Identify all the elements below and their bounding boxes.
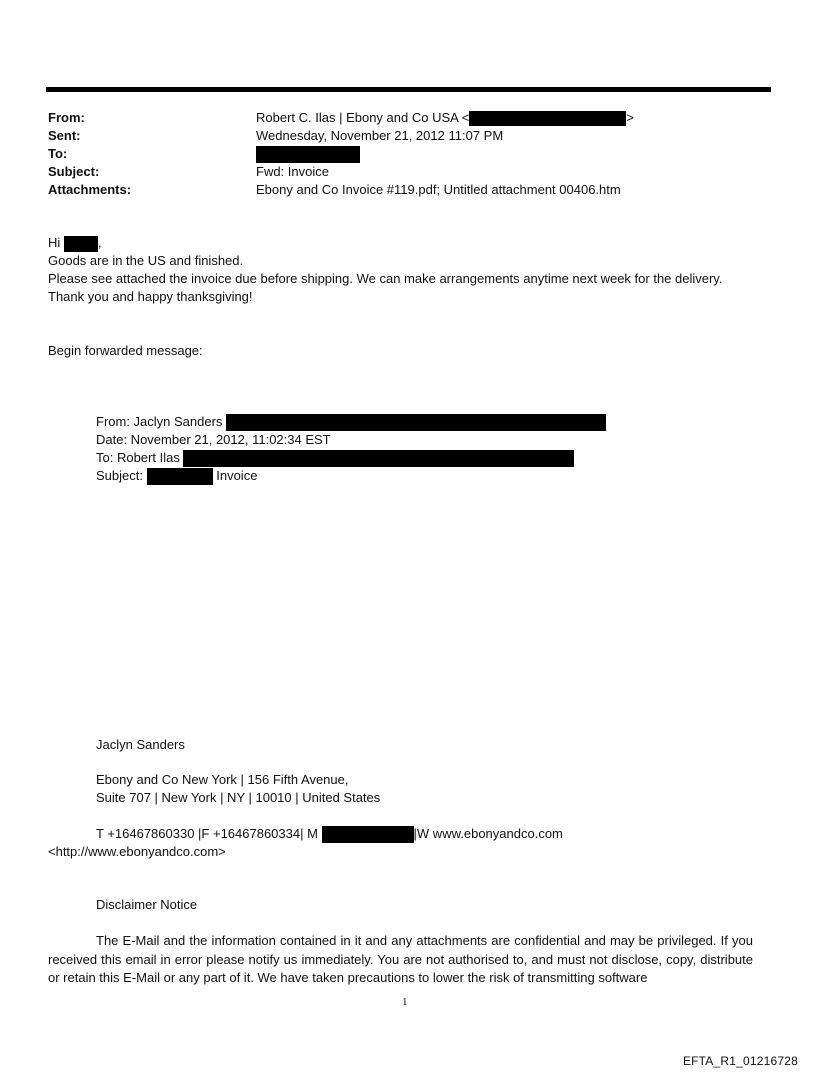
attachments-label: Attachments: (48, 182, 132, 197)
subject-label: Subject: (48, 164, 100, 179)
begin-forwarded-message: Begin forwarded message: (48, 343, 203, 358)
fwd-to: To: Robert Ilas (96, 449, 606, 467)
fwd-from: From: Jaclyn Sanders (96, 413, 606, 431)
redaction-fwd-from (226, 414, 606, 431)
from-row (48, 109, 768, 127)
redaction-mobile (322, 826, 414, 843)
to-row (48, 145, 768, 163)
fwd-date: Date: November 21, 2012, 11:02:34 EST (96, 432, 331, 447)
signature-address-1: Ebony and Co New York | 156 Fifth Avenue, (96, 772, 349, 787)
redaction-greeting-name (64, 236, 98, 252)
redaction-fwd-subject (147, 468, 213, 485)
redaction-fwd-to (183, 450, 574, 467)
disclaimer-text: The E-Mail and the information contained in it and any attachments are confidential and may be privileged. If you received this email in error please notify us immediately. You are not authorised to, and must not disclose, copy, distribute or retain this E-Mail or any part of it. We have taken precautions to lower the risk of transmitting software (48, 933, 753, 985)
signature-contact: T +16467860330 |F +16467860334| M |W www.ebonyandco.com (96, 825, 563, 843)
body-line-2: Please see attached the invoice due before shipping. We can make arrangements anytime next week for the delivery. (48, 271, 723, 286)
signature-name: Jaclyn Sanders (96, 737, 185, 752)
forwarded-header (96, 413, 606, 485)
subject-row (48, 163, 768, 181)
fwd-subject: Subject: Invoice (96, 467, 606, 485)
document-id: EFTA_R1_01216728 (682, 1054, 798, 1068)
to-value (256, 145, 360, 163)
from-label: From: (48, 110, 85, 125)
sent-value: Wednesday, November 21, 2012 11:07 PM (256, 128, 504, 143)
body-line-3: Thank you and happy thanksgiving! (48, 289, 253, 304)
body-line-1: Goods are in the US and finished. (48, 253, 244, 268)
sent-row (48, 127, 768, 145)
header-rule (46, 87, 771, 92)
to-label: To: (48, 146, 68, 161)
attachments-value: Ebony and Co Invoice #119.pdf; Untitled attachment 00406.htm (256, 182, 621, 197)
signature-address-2: Suite 707 | New York | NY | 10010 | United States (96, 790, 381, 805)
disclaimer-title: Disclaimer Notice (96, 897, 198, 912)
redaction-to (256, 146, 360, 163)
redaction-from-email (469, 111, 626, 126)
greeting: Hi , (48, 235, 102, 250)
email-body (48, 234, 768, 306)
page-number: 1 (402, 996, 408, 1008)
attachments-row (48, 181, 768, 199)
subject-value: Fwd: Invoice (256, 164, 329, 179)
signature-url: <http://www.ebonyandco.com> (48, 844, 226, 859)
email-header (48, 109, 768, 199)
sent-label: Sent: (48, 128, 81, 143)
from-value: Robert C. Ilas | Ebony and Co USA < > (256, 110, 634, 125)
